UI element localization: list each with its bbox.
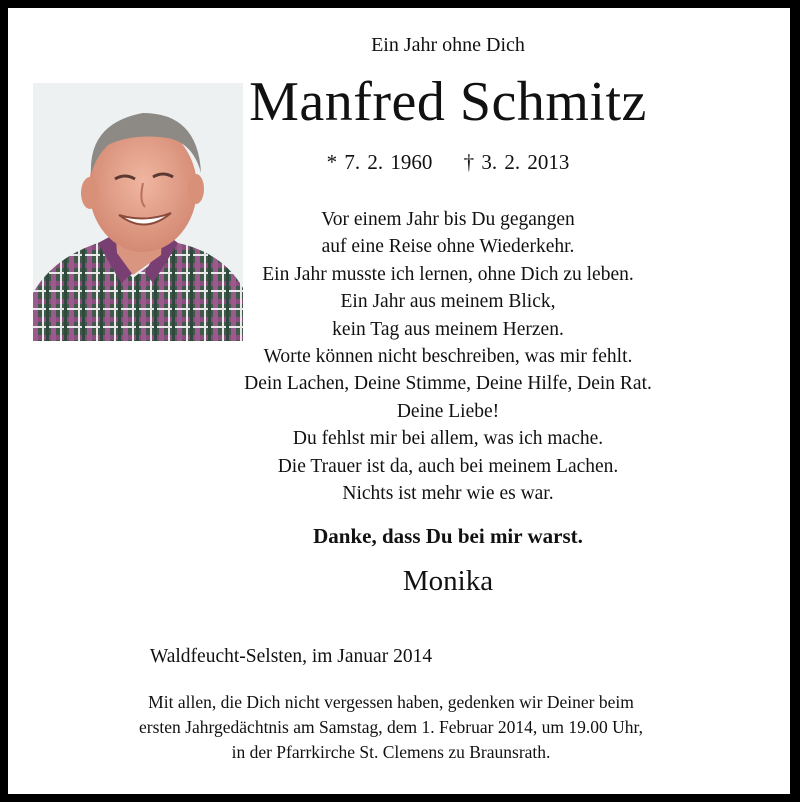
notice-line: Mit allen, die Dich nicht vergessen haben, gedenken wir Deiner beim <box>148 692 634 712</box>
poem-line: Du fehlst mir bei allem, was ich mache. <box>292 428 604 450</box>
poem-line: auf eine Reise ohne Wiederkehr. <box>321 236 575 258</box>
signer-name: Monika <box>402 565 494 597</box>
place-date: Waldfeucht-Selsten, im Januar 2014 <box>149 646 433 667</box>
poem-line: Ein Jahr aus meinem Blick, <box>340 291 556 313</box>
intro-line: Ein Jahr ohne Dich <box>371 34 525 56</box>
poem-line: Dein Lachen, Deine Stimme, Deine Hilfe, Dein Rat. <box>244 373 652 395</box>
poem-line: Die Trauer ist da, auch bei meinem Lachen. <box>277 455 619 477</box>
notice-line: ersten Jahrgedächtnis am Samstag, dem 1. Februar 2014, um 19.00 Uhr, <box>139 717 643 737</box>
memorial-notice <box>0 690 782 765</box>
poem <box>153 206 743 507</box>
thanks-line: Danke, dass Du bei mir warst. <box>313 524 583 548</box>
death-date: † 3. 2. 2013 <box>463 150 570 174</box>
birth-date: * 7. 2. 1960 <box>326 150 433 174</box>
obituary-card <box>8 8 790 794</box>
poem-line: kein Tag aus meinem Herzen. <box>332 318 564 340</box>
poem-line: Worte können nicht beschreiben, was mir fehlt. <box>263 346 633 368</box>
poem-line: Deine Liebe! <box>396 400 500 422</box>
poem-line: Vor einem Jahr bis Du gegangen <box>321 209 575 230</box>
poem-line: Ein Jahr musste ich lernen, ohne Dich zu leben. <box>262 263 634 285</box>
deceased-name: Manfred Schmitz <box>249 71 647 133</box>
poem-line: Nichts ist mehr wie es war. <box>342 483 554 505</box>
notice-line: in der Pfarrkirche St. Clemens zu Braunsrath. <box>231 742 551 762</box>
